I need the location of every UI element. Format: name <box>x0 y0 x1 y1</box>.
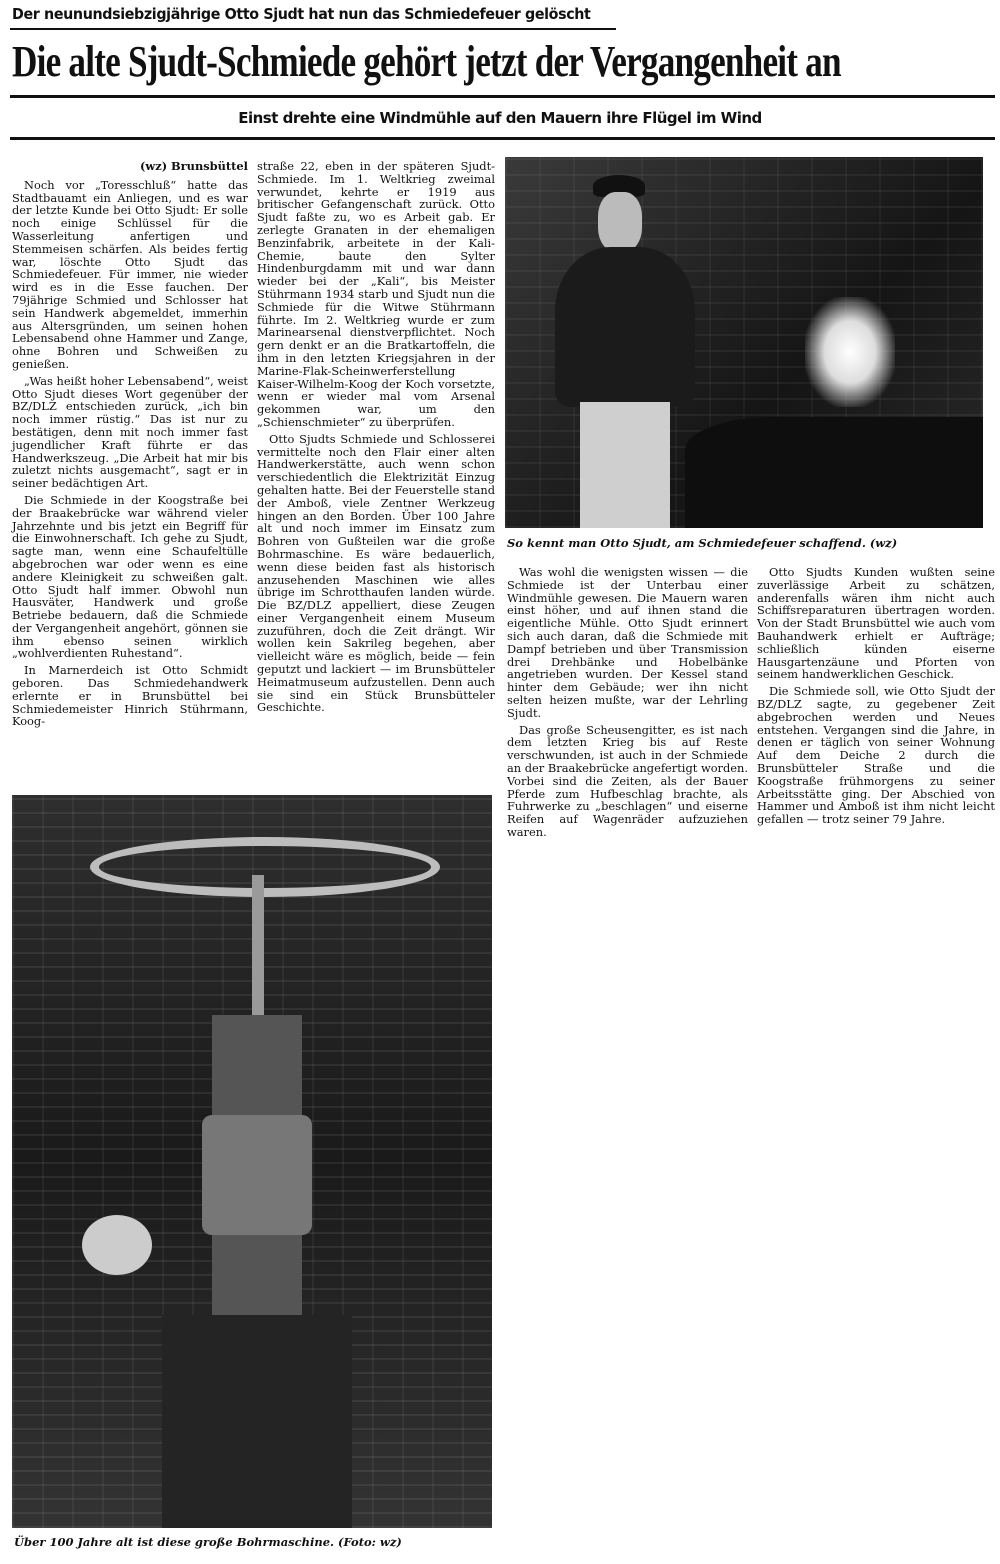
paragraph: Das große Scheusengitter, es ist nach dem letzten Krieg bis auf Reste verschwunden, ist auch in der Schmiede an der Braakebrücke angefertigt worden. Vorbei sind die Zeiten, als der Bauer Pferde zum Hufbeschlag brachte, als Fuhrwerke zu „beschlagen“ und eiserne Reifen auf Wagenräder aufzuziehen waren. <box>507 722 748 839</box>
paragraph: In Marnerdeich ist Otto Schmidt geboren. Das Schmiedehandwerk erlernte er in Brunsbüttel bei Schmiedemeister Hinrich Stührmann, Koog- <box>12 663 248 729</box>
dateline: (wz) Brunsbüttel <box>140 159 248 173</box>
blacksmith-photo <box>505 157 983 528</box>
article-column-4 <box>757 566 995 830</box>
kicker-headline: Der neunundsiebzigjährige Otto Sjudt hat nun das Schmiedefeuer gelöscht <box>12 5 591 23</box>
paragraph: Otto Sjudts Schmiede und Schlosserei vermittelte noch den Flair einer alten Handwerkerstätte, auch wenn schon verschiedentlich die Elektrizität Einzug gehalten hatte. Bei der Feuerstelle stand der Amboß, viele Zentner Werkzeug hingen an den Borden. Über 100 Jahre alt und noch immer im Einsatz zum Bohren von Gußteilen war die große Bohrmaschine. Es wäre bedauerlich, wenn diese beiden fast als historisch anzusehenden Maschinen wie alles übrige im Schrotthaufen landen würde. Die BZ/DLZ appelliert, diese Zeugen einer Vergangenheit einem Museum zuzuführen, doch die Zeit drängt. Wir wollen kein Sakrileg begehen, aber vielleicht wäre es möglich, beide — fein geputzt und lackiert — im Brunsbütteler Heimatmuseum aufzustellen. Denn auch sie sind ein Stück Brunsbütteler Geschichte. <box>257 431 495 715</box>
article-column-2 <box>257 160 495 718</box>
drill-press-photo-caption: Über 100 Jahre alt ist diese große Bohrmaschine. (Foto: wz) <box>14 1535 402 1549</box>
paragraph: „Was heißt hoher Lebensabend“, weist Otto Sjudt dieses Wort gegenüber der BZ/DLZ entschieden zurück, „ich bin noch immer rüstig.“ Das ist nur zu bestätigen, denn mit noch immer fast jugendlicher Kraft führte er das Handwerkszeug. „Die Arbeit hat mir bis zuletzt nichts ausgemacht“, sagt er in seiner bedächtigen Art. <box>12 373 248 491</box>
article-column-1 <box>12 160 248 732</box>
article-column-3 <box>507 566 748 843</box>
paragraph: straße 22, eben in der späteren Sjudt-Schmiede. Im 1. Weltkrieg zweimal verwundet, kehrte er 1919 aus britischer Gefangenschaft zurück. Otto Sjudt faßte zu, wo es Arbeit gab. Er zerlegte Granaten in der ehemaligen Benzinfabrik, arbeitete in der Kali-Chemie, baute den Sylter Hindenburgdamm mit und war dann wieder bei der „Kali“, bis Meister Stührmann 1934 starb und Sjudt nun die Schmiede für die Witwe Stührmann führte. Im 2. Weltkrieg wurde er zum Marinearsenal dienstverpflichtet. Noch gern denkt er an die Bratkartoffeln, die ihm in den letzten Kriegsjahren in der Marine-Flak-Scheinwerferstellung Kaiser-Wilhelm-Koog der Koch vorsetzte, wenn er wieder mal vom Arsenal gekommen war, um den „Schienschmieter“ zu überprüfen. <box>257 159 495 429</box>
paragraph: Otto Sjudts Kunden wußten seine zuverlässige Arbeit zu schätzen, anderenfalls wären ihm nicht auch Schiffsreparaturen übertragen worden. Von der Stadt Brunsbüttel wie auch vom Bauhandwerk erhielt er Aufträge; schließlich künden eiserne Hausgartenzäune und Pforten von seinem handwerklichen Geschick. <box>757 565 995 682</box>
subheadline-rule <box>10 137 995 140</box>
blacksmith-photo-caption: So kennt man Otto Sjudt, am Schmiedefeuer schaffend. (wz) <box>507 536 898 550</box>
main-headline: Die alte Sjudt-Schmiede gehört jetzt der Vergangenheit an <box>12 37 841 86</box>
paragraph: Noch vor „Toresschluß“ hatte das Stadtbauamt ein Anliegen, und es war der letzte Kunde bei Otto Sjudt: Er solle noch einige Schlüssel für die Wasserleitung anfertigen und Stemmeisen schärfen. Als beides fertig war, löschte Otto Sjudt das Schmiedefeuer. Für immer, nie wieder wird es in die Esse fauchen. Der 79jährige Schmied und Schlosser hat sein Handwerk abgemeldet, immerhin aus Altersgründen, um seinen hohen Lebensabend ohne Hammer und Zange, ohne Bohren und Schweißen zu genießen. <box>12 177 248 371</box>
paragraph: Die Schmiede in der Koogstraße bei der Braakebrücke war während vieler Jahrzehnte und bis jetzt ein Begriff für die Einwohnerschaft. Ich gehe zu Sjudt, sagte man, wenn eine Schaufeltülle abgebrochen war oder wenn es eine andere Kleinigkeit zu schweißen galt. Otto Sjudt half immer. Obwohl nun Hausväter, Handwerk und große Betriebe bedauern, daß die Schmiede der Vergangenheit angehört, gönnen sie ihm ebenso seinen wirklich „wohlverdienten Ruhestand“. <box>12 492 248 661</box>
paragraph: Die Schmiede soll, wie Otto Sjudt der BZ/DLZ sagte, zu gegebener Zeit abgebrochen werden und Neues entstehen. Vergangen sind die Jahre, in denen er täglich von seiner Wohnung Auf dem Deiche 2 durch die Brunsbütteler Straße und die Koogstraße frühmorgens zu seiner Arbeitsstätte ging. Der Abschied von Hammer und Amboß ist ihm nicht leicht gefallen — trotz seiner 79 Jahre. <box>757 684 995 827</box>
drill-press-photo <box>12 795 492 1528</box>
paragraph: Was wohl die wenigsten wissen — die Schmiede ist der Unterbau einer Windmühle gewesen. Die Mauern waren einst höher, und auf ihnen stand die eigentliche Mühle. Otto Sjudt erinnert sich auch daran, daß die Schmiede mit Dampf betrieben und über Transmission drei Drehbänke und Hobelbänke angetrieben wurden. Der Kessel stand hinter dem Gebäude; wer ihn nicht selten heizen mußte, war der Lehrling Sjudt. <box>507 565 748 720</box>
subheadline: Einst drehte eine Windmühle auf den Mauern ihre Flügel im Wind <box>238 109 762 127</box>
kicker-underline <box>10 28 616 30</box>
headline-rule <box>10 95 995 98</box>
